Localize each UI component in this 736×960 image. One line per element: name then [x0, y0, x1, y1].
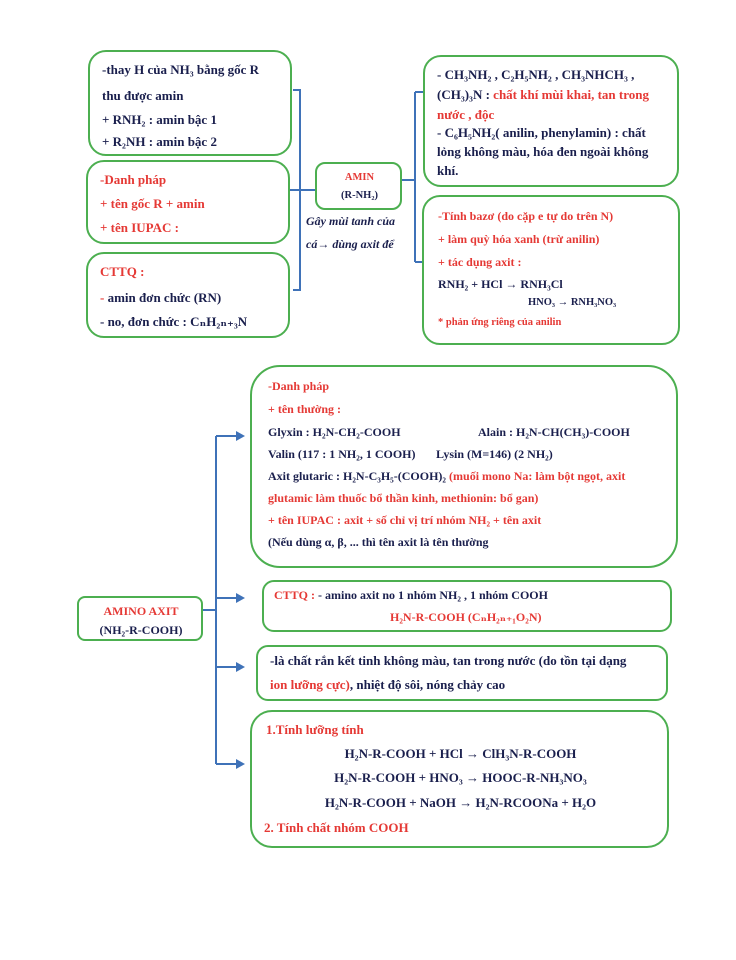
amin-examples-line5: lỏng không màu, hóa đen ngoài không: [437, 144, 649, 159]
amin-definition-line4: + R₂NH : amin bậc 2: [102, 134, 217, 149]
amin-note-line1: Gây mùi tanh của: [306, 214, 396, 228]
aa-glutaric-dark: Axit glutaric : H₂N-C₃H₅-(COOH)₂: [268, 469, 450, 483]
amin-examples-line2-dark: (CH₃)₃N :: [437, 87, 494, 102]
amin-definition-line1: -thay H của NH₃ bằng gốc R: [102, 62, 260, 77]
amino-axit-nomenclature-box: [250, 365, 678, 568]
aa-chem-r1: H₂N-R-COOH + HCl → ClH₃N-R-COOH: [344, 746, 577, 761]
aa-iupac: + tên IUPAC : axit + số chỉ vị trí nhóm NH₂ + tên axit: [268, 513, 542, 527]
aa-physical-line1: -là chất rắn kết tinh không màu, tan trong nước (do tồn tại dạng: [270, 653, 627, 668]
amin-examples-line1: - CH₃NH₂ , C₂H₅NH₂ , CH₃NHCH₃ ,: [437, 67, 635, 82]
amin-center-box: [315, 162, 402, 210]
amin-cttq-item1-dash: -: [100, 290, 108, 305]
amino-axit-cttq-box: [262, 580, 672, 632]
amin-cttq-item2: - no, đơn chức : CₙH₂ₙ₊₃N: [100, 314, 248, 329]
aa-cttq-heading: CTTQ :: [274, 588, 319, 602]
amin-cttq-box: [86, 252, 290, 338]
amin-properties-box: [422, 195, 680, 345]
aa-cttq-line1: [274, 588, 548, 603]
amin-properties-line5: HNO₃ → RNH₃NO₃: [528, 297, 617, 308]
aa-cttq-desc: - amino axit no 1 nhóm NH₂ , 1 nhóm COOH: [318, 588, 548, 602]
amin-definition-line2: thu được amin: [102, 88, 184, 103]
amin-properties-line1: -Tính bazơ (do cặp e tự do trên N): [438, 209, 614, 223]
amin-properties-line6: * phản ứng riêng của anilin: [438, 317, 562, 328]
aa-physical-line2: [270, 677, 505, 693]
aa-glyxin: Glyxin : H₂N-CH₂-COOH: [268, 425, 401, 439]
aa-nomenclature-common: + tên thường :: [268, 402, 342, 416]
amin-nomenclature-heading: -Danh pháp: [100, 172, 167, 187]
aa-valin: Valin (117 : 1 NH₂, 1 COOH): [268, 447, 416, 461]
amino-axit-formula: (NH₂-R-COOH): [99, 623, 183, 637]
amin-examples-line6: khí.: [437, 163, 459, 178]
aa-note: (Nếu dùng α, β, ... thì tên axit là tên thường: [268, 535, 489, 549]
aa-cttq-formula: H₂N-R-COOH (CₙH₂ₙ₊₁O₂N): [390, 610, 542, 624]
amin-cttq-item1: [100, 290, 221, 306]
amin-properties-line4: RNH₂ + HCl → RNH₃Cl: [438, 277, 563, 291]
aa-chem-heading2: 2. Tính chất nhóm COOH: [264, 820, 409, 835]
amin-nomenclature-item2: + tên IUPAC :: [100, 220, 180, 235]
amino-axit-physical-box: [256, 645, 668, 701]
amin-examples-line2-red: chất khí mùi khai, tan trong: [493, 87, 649, 102]
aa-lysin: Lysin (M=146) (2 NH₂): [436, 447, 553, 461]
amin-nomenclature-box: [86, 160, 290, 244]
amin-cttq-heading: CTTQ :: [100, 264, 145, 279]
aa-alain: Alain : H₂N-CH(CH₃)-COOH: [478, 425, 630, 439]
amin-cttq-item1-text: amin đơn chức (RN): [107, 290, 222, 305]
amin-examples-line4: - C₆H₅NH₂( anilin, phenylamin) : chất: [437, 125, 646, 140]
aa-glutaric-red: (muối mono Na: làm bột ngọt, axit: [449, 469, 626, 483]
amin-properties-line2: + làm quỳ hóa xanh (trừ anilin): [438, 232, 600, 246]
amino-axit-chemical-box: [250, 710, 669, 848]
amino-axit-center-box: [77, 596, 203, 641]
amin-nomenclature-item1: + tên gốc R + amin: [100, 196, 205, 211]
aa-chem-r3: H₂N-R-COOH + NaOH → H₂N-RCOONa + H₂O: [324, 795, 597, 810]
aa-chem-r2: H₂N-R-COOH + HNO₃ → HOOC-R-NH₃NO₃: [334, 770, 587, 785]
aa-glutaric: [268, 469, 625, 484]
amin-title: AMIN: [344, 172, 375, 183]
aa-glutamic: glutamic làm thuốc bổ thần kinh, methionin: bổ gan): [268, 491, 539, 505]
amin-definition-box: [88, 50, 292, 156]
aa-physical-line2-red: ion lưỡng cực): [270, 677, 350, 692]
amin-examples-box: [423, 55, 679, 187]
amin-examples-line3: nước , độc: [437, 107, 495, 122]
amin-examples-line2: [437, 87, 649, 103]
aa-physical-line2-dark: , nhiệt độ sôi, nóng chảy cao: [349, 677, 506, 692]
amin-properties-line3: + tác dụng axit :: [438, 255, 522, 269]
aa-chem-heading: 1.Tính lưỡng tính: [266, 722, 364, 737]
amino-axit-title: AMINO AXIT: [103, 604, 179, 618]
amin-formula: (R-NH₂): [341, 190, 378, 201]
amin-definition-line3: + RNH₂ : amin bậc 1: [102, 112, 217, 127]
amin-note-line2: cá→ dùng axit để: [306, 237, 394, 251]
aa-nomenclature-heading: -Danh pháp: [268, 379, 330, 393]
